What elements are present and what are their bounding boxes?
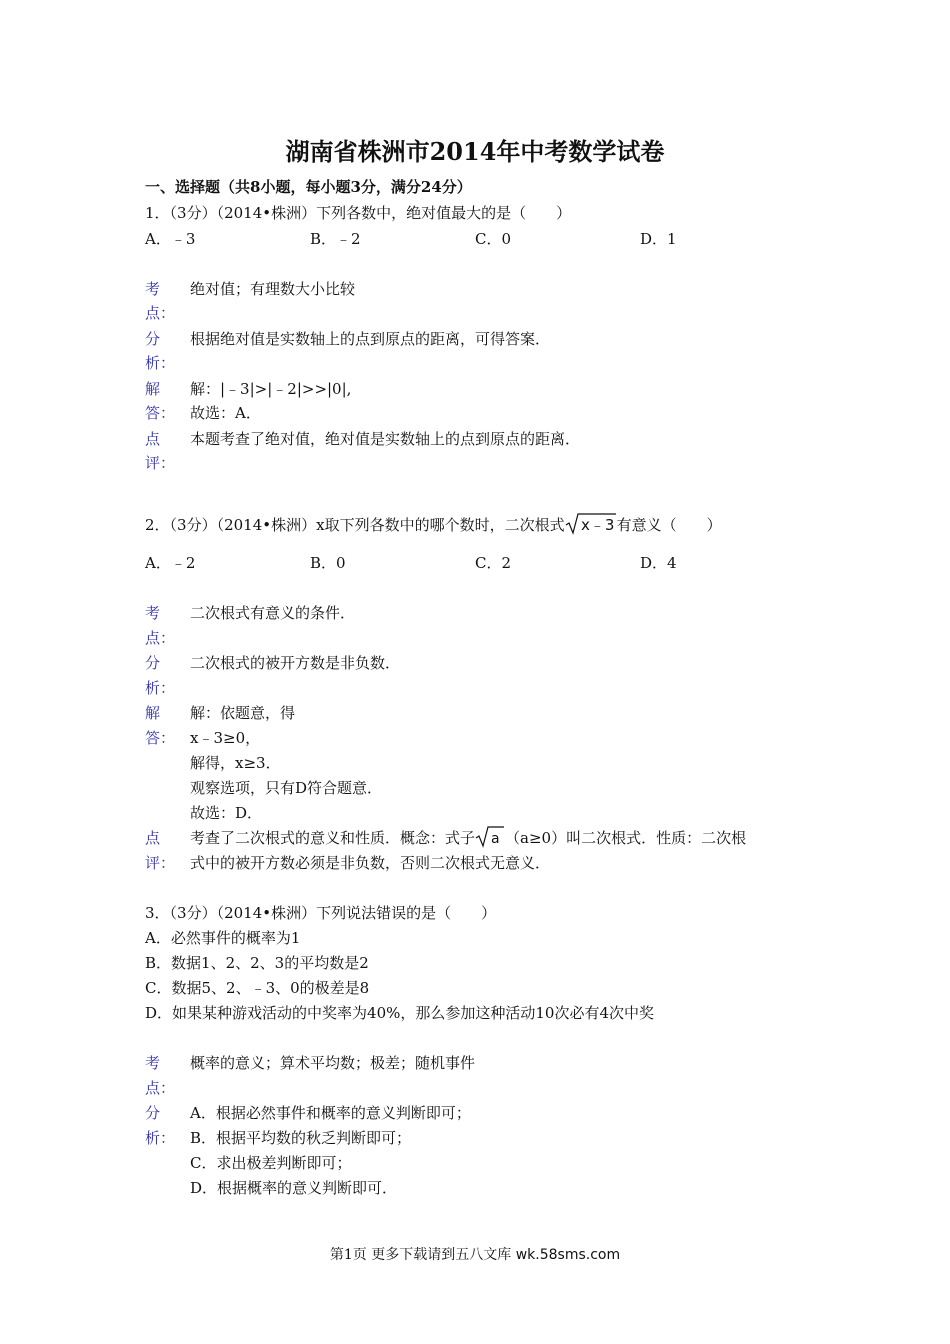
- label-dianping-2: 评：: [145, 454, 176, 472]
- footer-link[interactable]: wk.58sms.com: [515, 1247, 621, 1263]
- label-kaodian-2: 点：: [145, 304, 176, 322]
- radical-sign-icon: [475, 825, 505, 849]
- dianping-post: （a≥0）叫二次根式．性质：二次根: [505, 829, 747, 847]
- label-fenxi-1: 分: [145, 654, 161, 672]
- page-title: 湖南省株洲市2014年中考数学试卷: [285, 137, 665, 166]
- option-b: B．数据1、2、2、3的平均数是2: [145, 954, 369, 972]
- option-c: C．2: [475, 554, 512, 572]
- dianping-line-1: [190, 825, 746, 853]
- kaodian-text: 概率的意义；算术平均数；极差；随机事件: [190, 1054, 476, 1072]
- radical-sign-icon: [565, 512, 617, 536]
- label-fenxi-2: 析：: [145, 354, 176, 372]
- stem-post: 有意义（ ）: [616, 516, 722, 534]
- question-stem: 3．（3分）（2014•株洲）下列说法错误的是（ ）: [145, 904, 497, 922]
- fenxi-line: C．求出极差判断即可；: [190, 1154, 352, 1172]
- label-jieda-1: 解: [145, 704, 161, 722]
- dianping-text: 本题考查了绝对值，绝对值是实数轴上的点到原点的距离．: [190, 430, 581, 448]
- option-c: C．0: [475, 230, 512, 248]
- kaodian-text: 二次根式有意义的条件．: [190, 604, 356, 622]
- label-kaodian-1: 考: [145, 1054, 161, 1072]
- label-dianping-1: 点: [145, 430, 161, 448]
- radicand: a: [491, 831, 500, 847]
- label-fenxi-1: 分: [145, 330, 161, 348]
- fenxi-text: 根据绝对值是实数轴上的点到原点的距离，可得答案．: [190, 330, 551, 348]
- fenxi-line: D．根据概率的意义判断即可．: [190, 1179, 398, 1197]
- option-d: D．1: [640, 230, 677, 248]
- footer-text: 第1页 更多下载请到五八文库: [329, 1247, 512, 1263]
- jieda-line: 故选：A．: [190, 404, 261, 422]
- label-fenxi-2: 析：: [145, 679, 176, 697]
- label-dianping-1: 点: [145, 829, 161, 847]
- label-jieda-2: 答：: [145, 404, 176, 422]
- page-footer: [0, 1244, 950, 1264]
- label-fenxi-1: 分: [145, 1104, 161, 1122]
- label-jieda-1: 解: [145, 380, 161, 398]
- stem-pre: 2．（3分）（2014•株洲）x取下列各数中的哪个数时，二次根式: [145, 516, 565, 534]
- option-a: A．﹣3: [145, 230, 196, 248]
- option-a: A．﹣2: [145, 554, 196, 572]
- label-dianping-2: 评：: [145, 854, 176, 872]
- label-jieda-2: 答：: [145, 729, 176, 747]
- radical-expression: [475, 825, 505, 853]
- jieda-line: 解：|﹣3|>|﹣2|>>|0|,: [190, 380, 352, 398]
- option-d: D．如果某种游戏活动的中奖率为40%，那么参加这种活动10次必有4次中奖: [145, 1004, 654, 1022]
- label-kaodian-2: 点：: [145, 629, 176, 647]
- question-stem: [145, 512, 722, 540]
- radicand: x﹣3: [580, 516, 614, 534]
- dianping-pre: 考查了二次根式的意义和性质．概念：式子: [190, 829, 476, 847]
- option-b: B．﹣2: [310, 230, 361, 248]
- option-b: B．0: [310, 554, 346, 572]
- option-a: A．必然事件的概率为1: [145, 929, 301, 947]
- jieda-line: 观察选项，只有D符合题意．: [190, 779, 383, 797]
- question-stem: 1．（3分）（2014•株洲）下列各数中，绝对值最大的是（ ）: [145, 204, 572, 222]
- label-kaodian-2: 点：: [145, 1079, 176, 1097]
- fenxi-line: B．根据平均数的秋乏判断即可；: [190, 1129, 412, 1147]
- section-heading: 一、选择题（共8小题，每小题3分，满分24分）: [145, 178, 472, 196]
- jieda-line: x﹣3≥0，: [190, 729, 261, 747]
- radical-expression: [565, 512, 617, 540]
- dianping-line-2: 式中的被开方数必须是非负数，否则二次根式无意义．: [190, 854, 551, 872]
- jieda-line: 故选：D．: [190, 804, 263, 822]
- fenxi-text: 二次根式的被开方数是非负数．: [190, 654, 401, 672]
- fenxi-line: A．根据必然事件和概率的意义判断即可；: [190, 1104, 471, 1122]
- kaodian-text: 绝对值；有理数大小比较: [190, 280, 356, 298]
- label-fenxi-2: 析：: [145, 1129, 176, 1147]
- jieda-line: 解：依题意，得: [190, 704, 296, 722]
- option-c: C．数据5、2、﹣3、0的极差是8: [145, 979, 370, 997]
- jieda-line: 解得，x≥3．: [190, 754, 281, 772]
- option-d: D．4: [640, 554, 677, 572]
- label-kaodian-1: 考: [145, 280, 161, 298]
- label-kaodian-1: 考: [145, 604, 161, 622]
